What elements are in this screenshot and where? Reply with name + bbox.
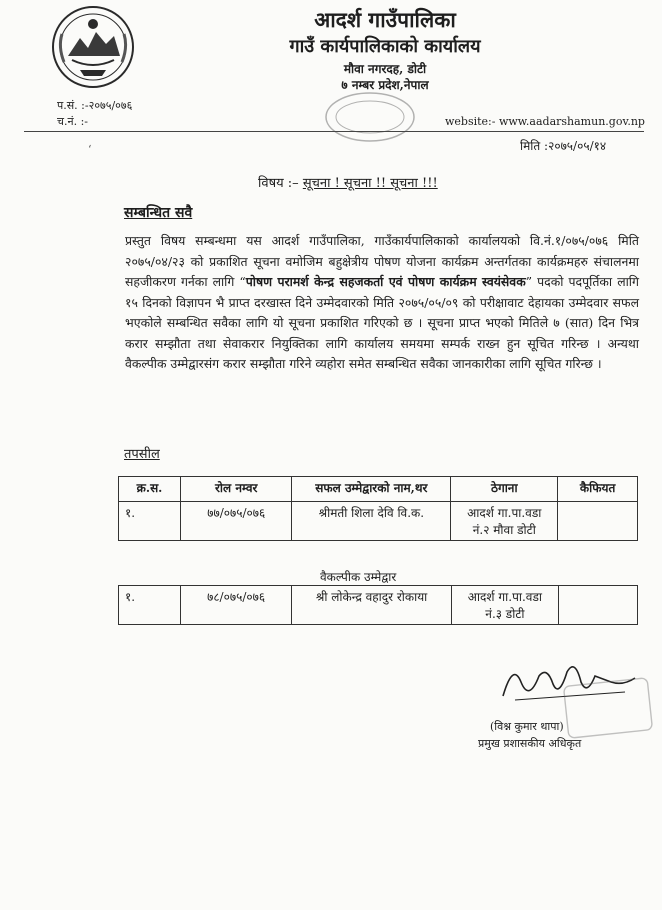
website-link[interactable]: website:- www.aadarshamun.gov.np	[445, 115, 645, 128]
body-post-title: पोषण परामर्श केन्द्र सहजकर्ता एवं पोषण कार्यक्रम स्वयंसेवक	[245, 274, 526, 289]
address-line-2: ७ नम्बर प्रदेश,नेपाल	[341, 78, 429, 92]
salutation: सम्बन्धित सवै	[124, 205, 193, 221]
cell-roll: ७७/०७५/०७६	[181, 502, 292, 541]
signatory-title: प्रमुख प्रशासकीय अधिकृत	[478, 737, 582, 750]
org-subtitle: गाउँ कार्यपालिकाको कार्यालय	[289, 36, 481, 57]
cell-remarks	[558, 502, 638, 541]
address-line-1: मौवा नगरदह, डोटी	[343, 62, 427, 76]
table-row	[119, 586, 638, 625]
header-address: ठेगाना	[451, 477, 558, 502]
cell-address: आदर्श गा.पा.वडा नं.३ डोटी	[451, 586, 558, 625]
table-row	[119, 502, 638, 541]
cell-remarks	[559, 586, 638, 625]
notice-body	[125, 231, 639, 375]
org-title: आदर्श गाउँपालिका	[314, 7, 456, 32]
body-part-1: प्रस्तुत विषय सम्बन्धमा यस आदर्श गाउँपालिका, गाउँकार्यपालिकाको कार्यालयको वि.नं.१/०७५/०७६ मिति २०७५/०४/२३ को प्रकाशित सूचना वमोजिम बहुक्षेत्रीय पोषण योजना कार्यक्रम अन्तर्गतका कार्यक्रमहरु संचालनमा सहजीकरण गर्नका लागि “	[125, 233, 639, 289]
cell-roll: ७८/०७५/०७६	[180, 586, 292, 625]
cell-serial: १.	[119, 586, 181, 625]
cell-serial: १.	[119, 502, 181, 541]
nepal-emblem-icon	[50, 4, 136, 90]
table-header-row	[119, 477, 638, 502]
cell-name: श्रीमती शिला देवि वि.क.	[292, 502, 451, 541]
alternate-candidate-label: वैकल्पीक उम्मेद्वार	[320, 570, 397, 584]
subject-text: सूचना ! सूचना !! सूचना !!!	[302, 176, 438, 191]
reference-number: प.सं. :-२०७५/०७६	[57, 99, 133, 112]
signatory-name: (विश्न कुमार थापा)	[490, 720, 564, 733]
header-serial: क्र.स.	[119, 477, 181, 502]
seal-stamp-icon	[560, 672, 655, 742]
body-part-2: ” पदको पदपूर्तिका लागि १५ दिनको विज्ञापन भै प्राप्त दरखास्त दिने उम्मेदवारको मिति २०७५/०५/०९ को परीक्षावाट देहायका उम्मेदवार सफल भएकोले सम्बन्धित सवैका लागि यो सूचना प्रकाशित गरिएको छ । सूचना प्राप्त भएको मितिले ७ (सात) दिन भित्र करार सम्झौता तथा सेवाकरार नियुक्तिका लागि कार्यालय समयमा सम्पर्क राख्न हुन सूचित गरिन्छ । अन्यथा वैकल्पीक उम्मेद्वारसंग करार सम्झौता गरिने व्यहोरा समेत सम्बन्धित सवैका जानकारीका लागि सूचित गरिन्छ ।	[125, 274, 639, 371]
header-divider	[24, 131, 644, 132]
successful-candidates-table	[118, 476, 638, 541]
alternate-candidates-table	[118, 585, 638, 625]
cell-address: आदर्श गा.पा.वडा नं.२ मौवा डोटी	[451, 502, 558, 541]
subject-prefix: विषय :–	[258, 176, 299, 191]
header-name: सफल उम्मेद्वारको नाम,थर	[292, 477, 451, 502]
tick-mark: ‘	[88, 143, 92, 156]
header-roll: रोल नम्वर	[181, 477, 292, 502]
annex-label: तपसील	[124, 447, 160, 462]
office-stamp-icon	[320, 88, 420, 146]
notice-date: मिति :२०७५/०५/१४	[520, 139, 607, 153]
header-remarks: कैफियत	[558, 477, 638, 502]
subject-line	[258, 173, 438, 191]
dispatch-number: च.नं. :-	[57, 115, 89, 128]
cell-name: श्री लोकेन्द्र वहादुर रोकाया	[292, 586, 451, 625]
